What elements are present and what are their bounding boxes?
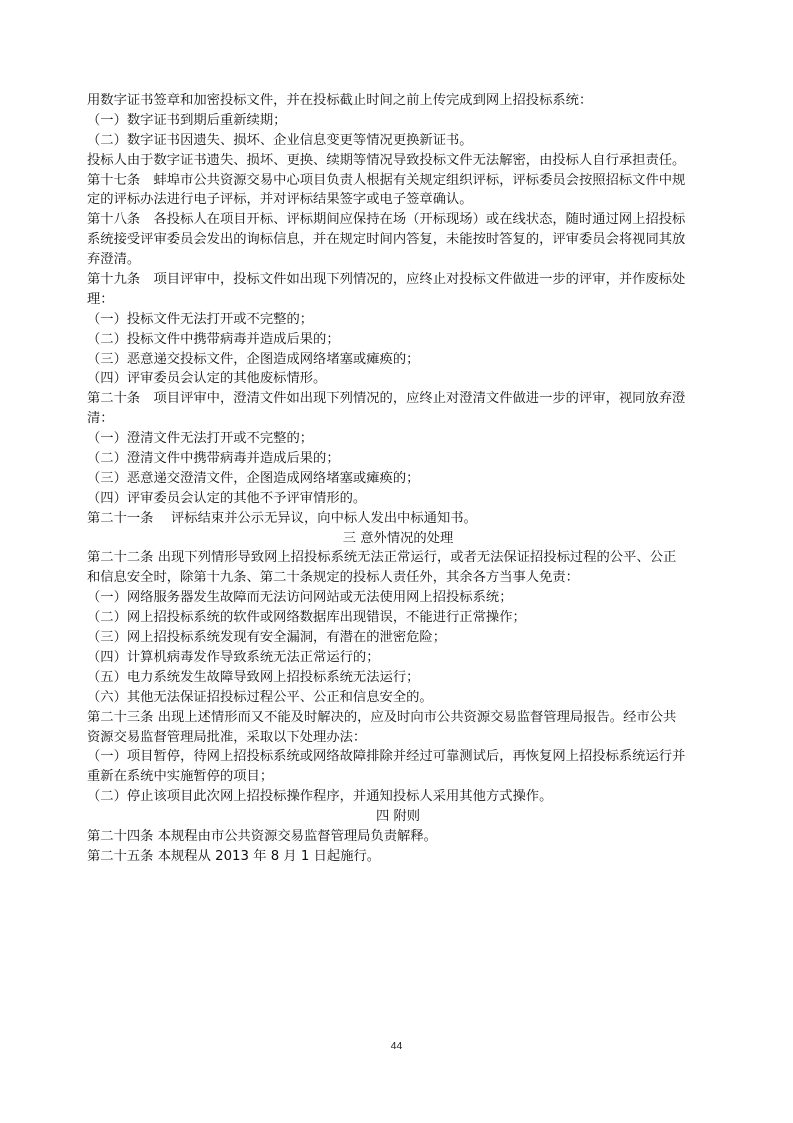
list-item: （三）网上招投标系统发现有安全漏洞，有潜在的泄密危险；: [87, 630, 447, 646]
list-item: （二）澄清文件中携带病毒并造成后果的；: [87, 451, 340, 467]
section-heading-4: 四 附则: [375, 809, 421, 825]
list-item: （二）停止该项目此次网上招投标操作程序，并通知投标人采用其他方式操作。: [87, 789, 553, 805]
text-line: （一）数字证书到期后重新续期；: [87, 112, 287, 128]
list-item: （一）投标文件无法打开或不完整的；: [87, 311, 314, 327]
list-item: （六）其他无法保证招投标过程公平、公正和信息安全的。: [87, 689, 433, 705]
list-item: （五）电力系统发生故障导致网上招投标系统无法运行；: [87, 669, 420, 685]
article-23: 第二十三条 出现上述情形而又不能及时解决的，应及时向市公共资源交易监督管理局报告。经市公共: [87, 709, 677, 725]
article-21: 第二十一条 评标结束并公示无异议，向中标人发出中标通知书。: [87, 510, 477, 526]
text-line: 投标人由于数字证书遗失、损坏、更换、续期等情况导致投标文件无法解密，由投标人自行承担责任。: [87, 152, 686, 168]
article-24: 第二十四条 本规程由市公共资源交易监督管理局负责解释。: [87, 828, 437, 844]
text-line: 用数字证书签章和加密投标文件，并在投标截止时间之前上传完成到网上招投标系统：: [87, 93, 593, 108]
list-item: （一）网络服务器发生故障而无法访问网站或无法使用网上招投标系统；: [87, 590, 513, 606]
article-25: 第二十五条 本规程从 2013 年 8 月 1 日起施行。: [87, 848, 381, 864]
list-item: （二）网上招投标系统的软件或网络数据库出现错误，不能进行正常操作；: [87, 610, 526, 626]
article-18: 第十八条 各投标人在项目开标、评标期间应保持在场（开标现场）或在线状态，随时通过网上招投标: [87, 212, 686, 228]
text-line: 理：: [87, 291, 114, 307]
page-number: 44: [390, 1040, 403, 1052]
document-body: [87, 91, 709, 867]
list-item: （四）评审委员会认定的其他不予评审情形的。: [87, 490, 367, 506]
list-item: （二）投标文件中携带病毒并造成后果的；: [87, 331, 340, 347]
text-line: 和信息安全时，除第十九条、第二十条规定的投标人责任外，其余各方当事人免责：: [87, 570, 579, 586]
text-line: 定的评标办法进行电子评标，并对评标结果签字或电子签章确认。: [87, 192, 473, 208]
article-19: 第十九条 项目评审中，投标文件如出现下列情况的，应终止对投标文件做进一步的评审，并作废标处: [87, 272, 686, 288]
section-heading-3: 三 意外情况的处理: [342, 530, 454, 546]
list-item: （一）项目暂停，待网上招投标系统或网络故障排除并经过可靠测试后，再恢复网上招投标系统运行并: [87, 749, 686, 765]
text-line: 清：: [87, 411, 114, 427]
list-item: （四）评审委员会认定的其他废标情形。: [87, 371, 327, 387]
article-17: 第十七条 蚌埠市公共资源交易中心项目负责人根据有关规定组织评标，评标委员会按照招标文件中规: [87, 172, 686, 188]
text-line: （二）数字证书因遗失、损坏、企业信息变更等情况更换新证书。: [87, 132, 473, 148]
text-line: 资源交易监督管理局批准，采取以下处理办法：: [87, 729, 367, 745]
text-line: 系统接受评审委员会发出的询标信息，并在规定时间内答复，未能按时答复的，评审委员会将视同其放: [87, 232, 686, 248]
article-20: 第二十条 项目评审中，澄清文件如出现下列情况的，应终止对澄清文件做进一步的评审，视同放弃澄: [87, 391, 686, 407]
list-item: （四）计算机病毒发作导致系统无法正常运行的；: [87, 649, 380, 665]
article-22: 第二十二条 出现下列情形导致网上招投标系统无法正常运行，或者无法保证招投标过程的公平、公正: [87, 550, 677, 566]
list-item: （三）恶意递交投标文件，企图造成网络堵塞或瘫痪的；: [87, 351, 420, 367]
list-item: （一）澄清文件无法打开或不完整的；: [87, 431, 314, 447]
text-line: 重新在系统中实施暂停的项目；: [87, 769, 274, 785]
list-item: （三）恶意递交澄清文件，企图造成网络堵塞或瘫痪的；: [87, 470, 420, 486]
text-line: 弃澄清。: [87, 252, 141, 268]
